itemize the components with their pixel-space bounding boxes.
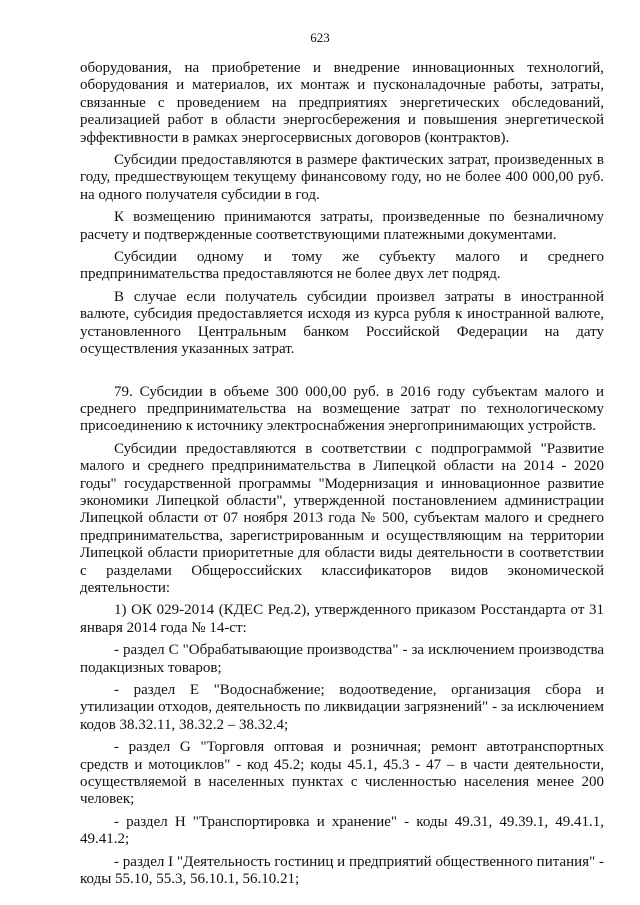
paragraph-item-79: 79. Субсидии в объеме 300 000,00 руб. в 2016 году субъектам малого и среднего предпринимательства на возмещение затрат по технологическому присоединению к источнику электроснабжения энергопринимающих устройств. <box>80 383 604 435</box>
paragraph-reimbursement: К возмещению принимаются затраты, произведенные по безналичному расчету и подтвержденные соответствующими платежными документами. <box>80 209 604 243</box>
section-gap <box>80 364 604 384</box>
paragraph-continuation: оборудования, на приобретение и внедрение инновационных технологий, оборудования и материалов, их монтаж и пусконаладочные работы, затраты, связанные с проведением на предприятиях энергетических обследований, реализацией работ в области энергосбережения и повышения энергетической эффективности в рамках энергосервисных договоров (контрактов). <box>80 60 604 146</box>
paragraph-foreign-currency: В случае если получатель субсидии произвел затраты в иностранной валюте, субсидия предоставляется исходя из курса рубля к иностранной валюте, установленного Центральным банком Российской Федерации на дату осуществления указанных затрат. <box>80 288 604 358</box>
list-item-section-i: - раздел I "Деятельность гостиниц и предприятий общественного питания" - коды 55.10, 55.3, 56.10.1, 56.10.21; <box>80 853 604 888</box>
list-item-section-h: - раздел Н "Транспортировка и хранение" - коды 49.31, 49.39.1, 49.41.1, 49.41.2; <box>80 813 604 848</box>
list-item-section-c: - раздел С "Обрабатывающие производства" - за исключением производства подакцизных товаров; <box>80 642 604 676</box>
paragraph-program: Субсидии предоставляются в соответствии с подпрограммой "Развитие малого и среднего предпринимательства в Липецкой области на 2014 - 2020 годы" государственной программы "Модернизация и инновационное развитие экономики Липецкой области", утвержденной постановлением администрации Липецкой области от 07 ноября 2013 года № 500, субъектам малого и среднего предпринимательства, зарегистрированным и осуществляющим на территории Липецкой области приоритетные для области виды деятельности в соответствии с разделами Общероссийских классификаторов видов экономической деятельности: <box>80 440 604 596</box>
list-item-section-g: - раздел G "Торговля оптовая и розничная; ремонт автотранспортных средств и мотоциклов" - код 45.2; коды 45.1, 45.3 - 47 – в части деятельности, осуществляемой в населенных пунктах с численностью населения менее 200 человек; <box>80 739 604 808</box>
paragraph-classifier: 1) ОК 029-2014 (КДЕС Ред.2), утвержденного приказом Росстандарта от 31 января 2014 года № 14-ст: <box>80 602 604 636</box>
list-item-section-e: - раздел Е "Водоснабжение; водоотведение, организация сбора и утилизации отходов, деятельность по ликвидации загрязнений" - за исключением кодов 38.32.11, 38.32.2 – 38.32.4; <box>80 682 604 733</box>
document-body <box>80 60 604 893</box>
paragraph-subsidy-amount: Субсидии предоставляются в размере фактических затрат, произведенных в году, предшествующем текущему финансовому году, но не более 400 000,00 руб. на одного получателя субсидии в год. <box>80 152 604 203</box>
paragraph-duration: Субсидии одному и тому же субъекту малого и среднего предпринимательства предоставляются не более двух лет подряд. <box>80 249 604 283</box>
page-number: 623 <box>310 30 330 45</box>
